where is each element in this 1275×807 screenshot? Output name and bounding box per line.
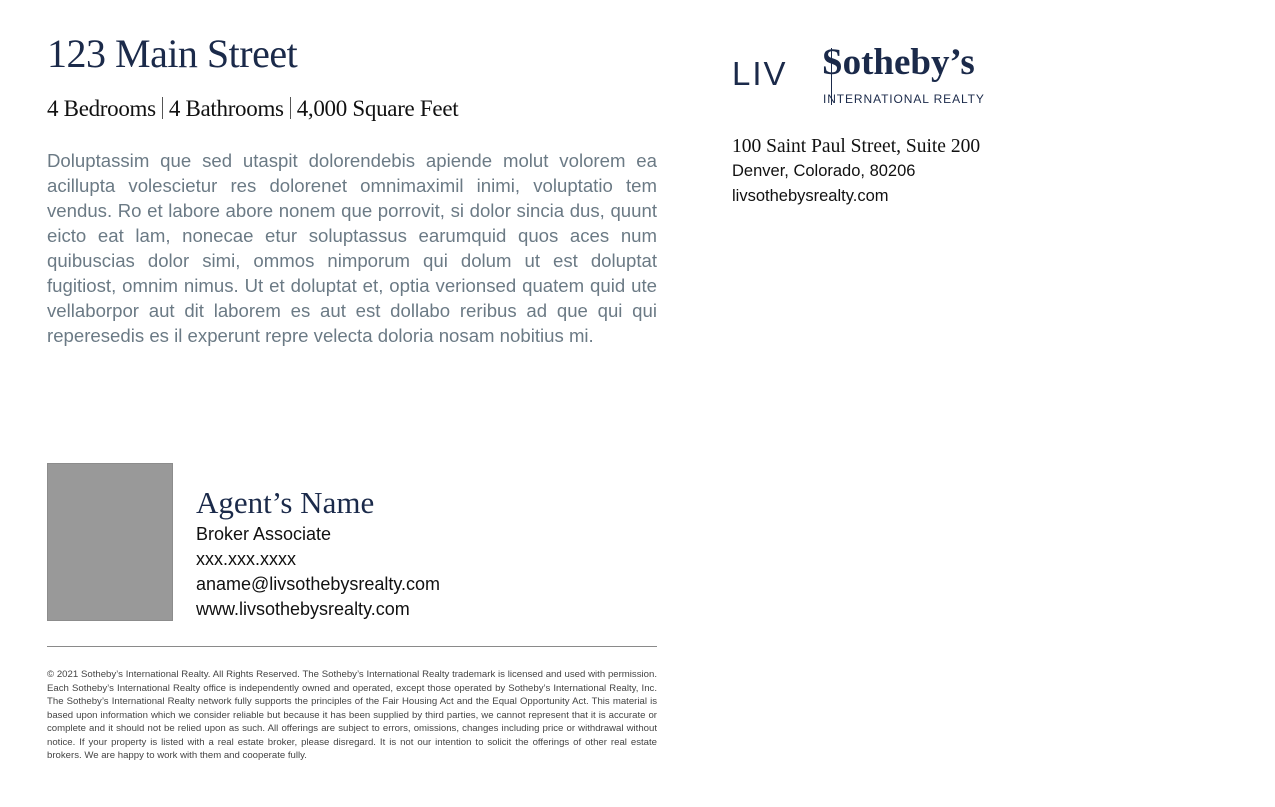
office-address-block	[732, 134, 1132, 209]
office-street: 100 Saint Paul Street, Suite 200	[732, 136, 981, 157]
footer-divider	[47, 646, 657, 647]
logo-brand-text: Sotheby’s	[822, 42, 975, 83]
property-description: Doluptassim que sed utaspit dolorendebis apiende molut volorem ea acillupta volescietur res dolorenet omnimaximil inimi, voluptatio tem vendus. Ro et labore abore nonem que porrovit, si dolor sincia dus, quunt eicto eat lam, nonecae etur soluptassus earumquid quos aces num quibuscias dolor simi, ommos nimporum qui dolum ut est doluptat fugitiost, omnim nimus. Ut et doluptat et, optia verionsed quatem quid ute vellaborpor aut dit laborem es aut est dollabo reribus ad que qui qui reperesedis es il experunt repre velecta doloria nosam nobitius mi.	[47, 150, 657, 346]
legal-disclaimer: © 2021 Sotheby’s International Realty. All Rights Reserved. The Sotheby’s International Realty trademark is licensed and used with permission. Each Sotheby’s International Realty office is independently owned and operated, except those operated by Sotheby’s International Realty, Inc. The Sotheby’s International Realty network fully supports the principles of the Fair Housing Act and the Equal Opportunity Act. This material is based upon information which we consider reliable but because it has been supplied by third parties, we cannot represent that it is accurate or complete and it should not be relied upon as such. All offerings are subject to errors, omissions, changes including price or withdrawal without notice. If your property is listed with a real estate broker, please disregard. It is not our intention to solicit the offerings of other real estate brokers. We are happy to work with them and cooperate fully.	[47, 669, 657, 761]
agent-email-link[interactable]: aname@livsothebysrealty.com	[196, 574, 441, 594]
specs-divider	[162, 97, 163, 119]
agent-name: Agent’s Name	[196, 485, 375, 520]
office-website-link[interactable]: livsothebysrealty.com	[732, 187, 889, 205]
square-feet: 4,000 Square Feet	[296, 96, 459, 121]
logo-subtitle: INTERNATIONAL REALTY	[823, 92, 985, 106]
agent-role: Broker Associate	[196, 524, 332, 544]
logo-liv-text: LIV	[732, 55, 788, 92]
agent-contact-block	[196, 484, 440, 622]
bedrooms-count: 4 Bedrooms	[47, 96, 156, 121]
property-specs	[47, 94, 458, 124]
agent-phone[interactable]: xxx.xxx.xxxx	[196, 549, 297, 569]
property-title: 123 Main Street	[47, 31, 298, 76]
agent-website-link[interactable]: www.livsothebysrealty.com	[196, 599, 410, 619]
agent-photo-placeholder	[47, 463, 173, 621]
specs-divider	[290, 97, 291, 119]
office-city: Denver, Colorado, 80206	[732, 162, 916, 180]
brokerage-logo	[730, 44, 994, 108]
bathrooms-count: 4 Bathrooms	[168, 96, 284, 121]
